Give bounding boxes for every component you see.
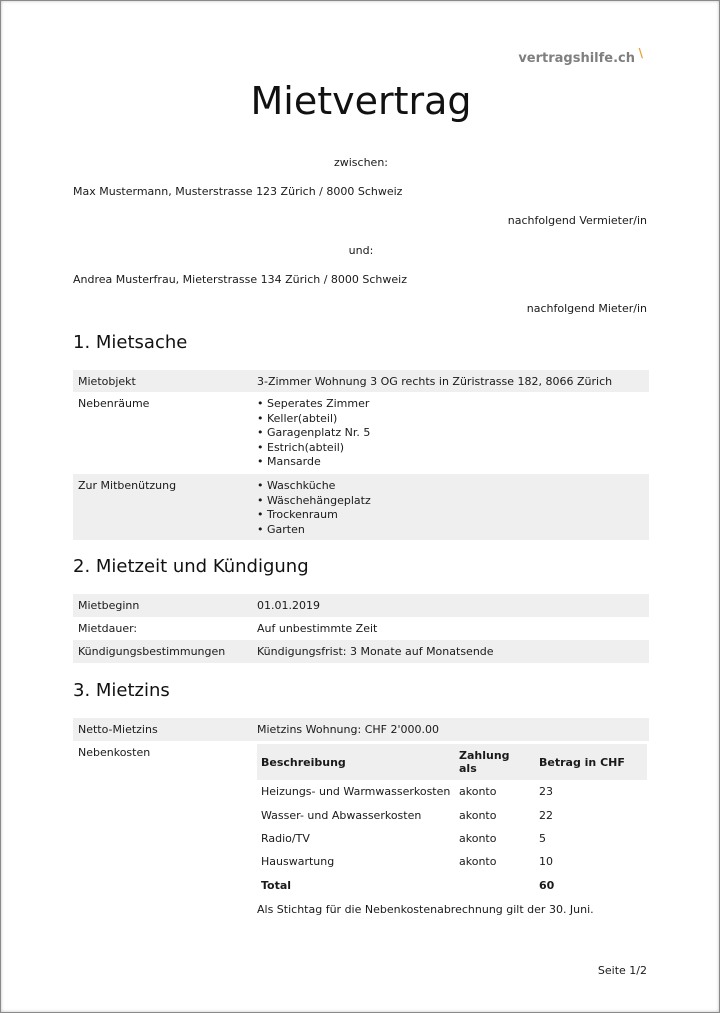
- row-label: Netto-Mietzins: [78, 723, 158, 736]
- table-cell: 23: [539, 785, 553, 799]
- list-item: • Seperates Zimmer: [257, 397, 370, 412]
- table-row: [257, 827, 647, 850]
- table-cell: Heizungs- und Warmwasserkosten: [261, 785, 451, 799]
- document-title: Mietvertrag: [250, 79, 472, 123]
- row-label: Kündigungsbestimmungen: [78, 645, 226, 658]
- list-item: • Garten: [257, 523, 371, 538]
- logo-mark-icon: \: [638, 46, 643, 60]
- row-value: Auf unbestimmte Zeit: [257, 622, 378, 635]
- column-header: Beschreibung: [257, 744, 455, 780]
- mitbenuetzung-list: [257, 479, 371, 537]
- table-cell: akonto: [459, 831, 497, 845]
- table-cell: Radio/TV: [261, 831, 310, 845]
- row-label: Nebenkosten: [78, 746, 151, 759]
- row-value: Mietzins Wohnung: CHF 2'000.00: [257, 723, 439, 736]
- table-row: [257, 850, 647, 873]
- table-cell: Total: [261, 878, 292, 892]
- row-netto-mietzins: [73, 718, 649, 741]
- table-header-row: [257, 744, 647, 780]
- table-cell: 10: [539, 855, 553, 869]
- table-cell: akonto: [459, 808, 497, 822]
- brand-logo[interactable]: vertragshilfe.ch: [518, 51, 635, 66]
- list-item: • Garagenplatz Nr. 5: [257, 426, 370, 441]
- list-item: • Trockenraum: [257, 508, 371, 523]
- table-cell: akonto: [459, 855, 497, 869]
- page-number: Seite 1/2: [597, 964, 647, 977]
- row-value: Kündigungsfrist: 3 Monate auf Monatsende: [257, 645, 494, 658]
- row-mietobjekt: [73, 370, 649, 392]
- column-header: Betrag in CHF: [535, 744, 647, 780]
- row-kuendigung: [73, 640, 649, 663]
- list-item: • Waschküche: [257, 479, 371, 494]
- between-label: zwischen:: [333, 156, 389, 169]
- row-label: Mietbeginn: [78, 599, 140, 612]
- table-cell: Wasser- und Abwasserkosten: [261, 808, 422, 822]
- row-mitbenuetzung: [73, 474, 649, 540]
- nebenraeume-list: [257, 397, 370, 470]
- row-mietdauer: [73, 617, 649, 640]
- table-row: [257, 803, 647, 826]
- table-row: [257, 780, 647, 803]
- table-cell: 60: [539, 878, 555, 892]
- list-item: • Wäschehängeplatz: [257, 494, 371, 509]
- tenant-role: nachfolgend Mieter/in: [526, 302, 647, 315]
- row-nebenraeume: [73, 392, 649, 474]
- landlord-address: Max Mustermann, Musterstrasse 123 Zürich / 8000 Schweiz: [73, 185, 403, 198]
- table-cell: 22: [539, 808, 553, 822]
- tenant-address: Andrea Musterfrau, Mieterstrasse 134 Zürich / 8000 Schweiz: [73, 273, 407, 286]
- list-item: • Keller(abteil): [257, 412, 370, 427]
- row-label: Mietdauer:: [78, 622, 138, 635]
- row-value: 3-Zimmer Wohnung 3 OG rechts in Züristrasse 182, 8066 Zürich: [257, 375, 613, 388]
- table-cell: Hauswartung: [261, 855, 335, 869]
- section-title-mietzins: 3. Mietzins: [73, 680, 170, 701]
- nebenkosten-note: Als Stichtag für die Nebenkostenabrechnung gilt der 30. Juni.: [257, 903, 594, 916]
- row-mietbeginn: [73, 594, 649, 617]
- row-label: Nebenräume: [78, 397, 150, 410]
- list-item: • Mansarde: [257, 455, 370, 470]
- table-cell: 5: [539, 831, 546, 845]
- nebenkosten-table: [257, 744, 647, 897]
- table-cell: akonto: [459, 785, 497, 799]
- row-label: Zur Mitbenützung: [78, 479, 177, 492]
- landlord-role: nachfolgend Vermieter/in: [507, 214, 647, 227]
- table-cell: [455, 874, 535, 897]
- row-label: Mietobjekt: [78, 375, 136, 388]
- column-header: Zahlung als: [455, 744, 535, 780]
- row-value: 01.01.2019: [257, 599, 320, 612]
- section-title-mietsache: 1. Mietsache: [73, 332, 188, 353]
- list-item: • Estrich(abteil): [257, 441, 370, 456]
- table-total-row: [257, 874, 647, 897]
- section-title-mietzeit: 2. Mietzeit und Kündigung: [73, 556, 309, 577]
- and-label: und:: [348, 244, 374, 257]
